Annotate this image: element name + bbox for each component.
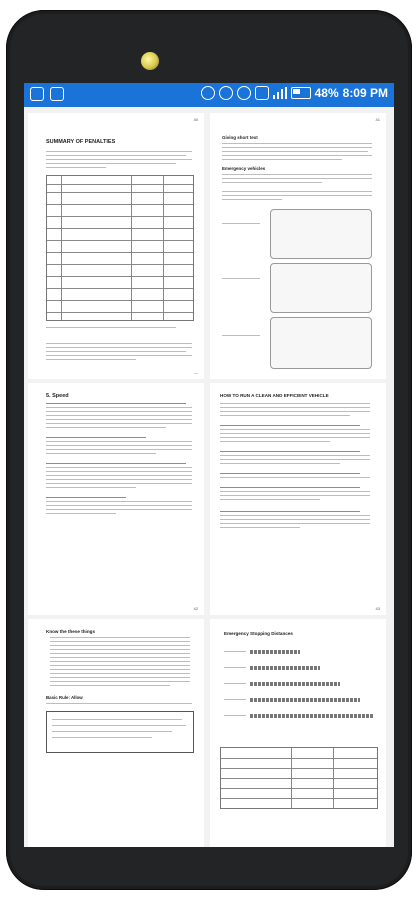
page-heading: Know the these things	[46, 629, 96, 634]
alarm-icon	[237, 86, 251, 100]
road-diagram	[270, 209, 372, 259]
document-icon	[50, 87, 64, 101]
document-viewer[interactable]	[24, 107, 394, 847]
penalty-table	[46, 175, 194, 321]
document-page[interactable]	[28, 619, 204, 847]
cast-icon	[201, 86, 215, 100]
section-heading: Emergency vehicles	[222, 166, 266, 171]
page-heading: SUMMARY OF PENALTIES	[46, 139, 116, 145]
page-number: 40	[193, 117, 198, 122]
camera-icon	[141, 52, 159, 70]
page-number: 43	[375, 606, 380, 611]
page-heading: Emergency Stopping Distances	[224, 631, 293, 636]
status-left-icons	[30, 87, 64, 101]
page-number: 42	[193, 606, 198, 611]
status-bar	[24, 83, 394, 107]
signal-icon	[273, 87, 287, 99]
section-heading: Basic Rule: Allow	[46, 695, 83, 700]
save-icon	[30, 87, 44, 101]
speed-table	[220, 747, 378, 809]
document-page[interactable]	[210, 113, 386, 379]
document-page[interactable]	[210, 383, 386, 615]
sync-icon	[219, 86, 233, 100]
car-diagram	[270, 263, 372, 313]
battery-icon	[291, 87, 311, 99]
clock: 8:09 PM	[342, 86, 388, 100]
page-heading: HOW TO RUN A CLEAN AND EFFICIENT VEHICLE	[220, 393, 329, 398]
document-page[interactable]	[210, 619, 386, 847]
page-number: 41	[375, 117, 380, 122]
battery-percent: 48%	[314, 86, 339, 100]
document-page[interactable]	[28, 383, 204, 615]
car-diagram	[270, 317, 372, 369]
page-heading: 5. Speed	[46, 393, 69, 399]
section-heading: Giving short text	[222, 135, 258, 140]
vibrate-icon	[255, 86, 269, 100]
document-page[interactable]: 40 SUMMARY OF PENALTIES —	[28, 113, 204, 379]
status-right	[201, 86, 388, 100]
screen	[24, 83, 394, 847]
